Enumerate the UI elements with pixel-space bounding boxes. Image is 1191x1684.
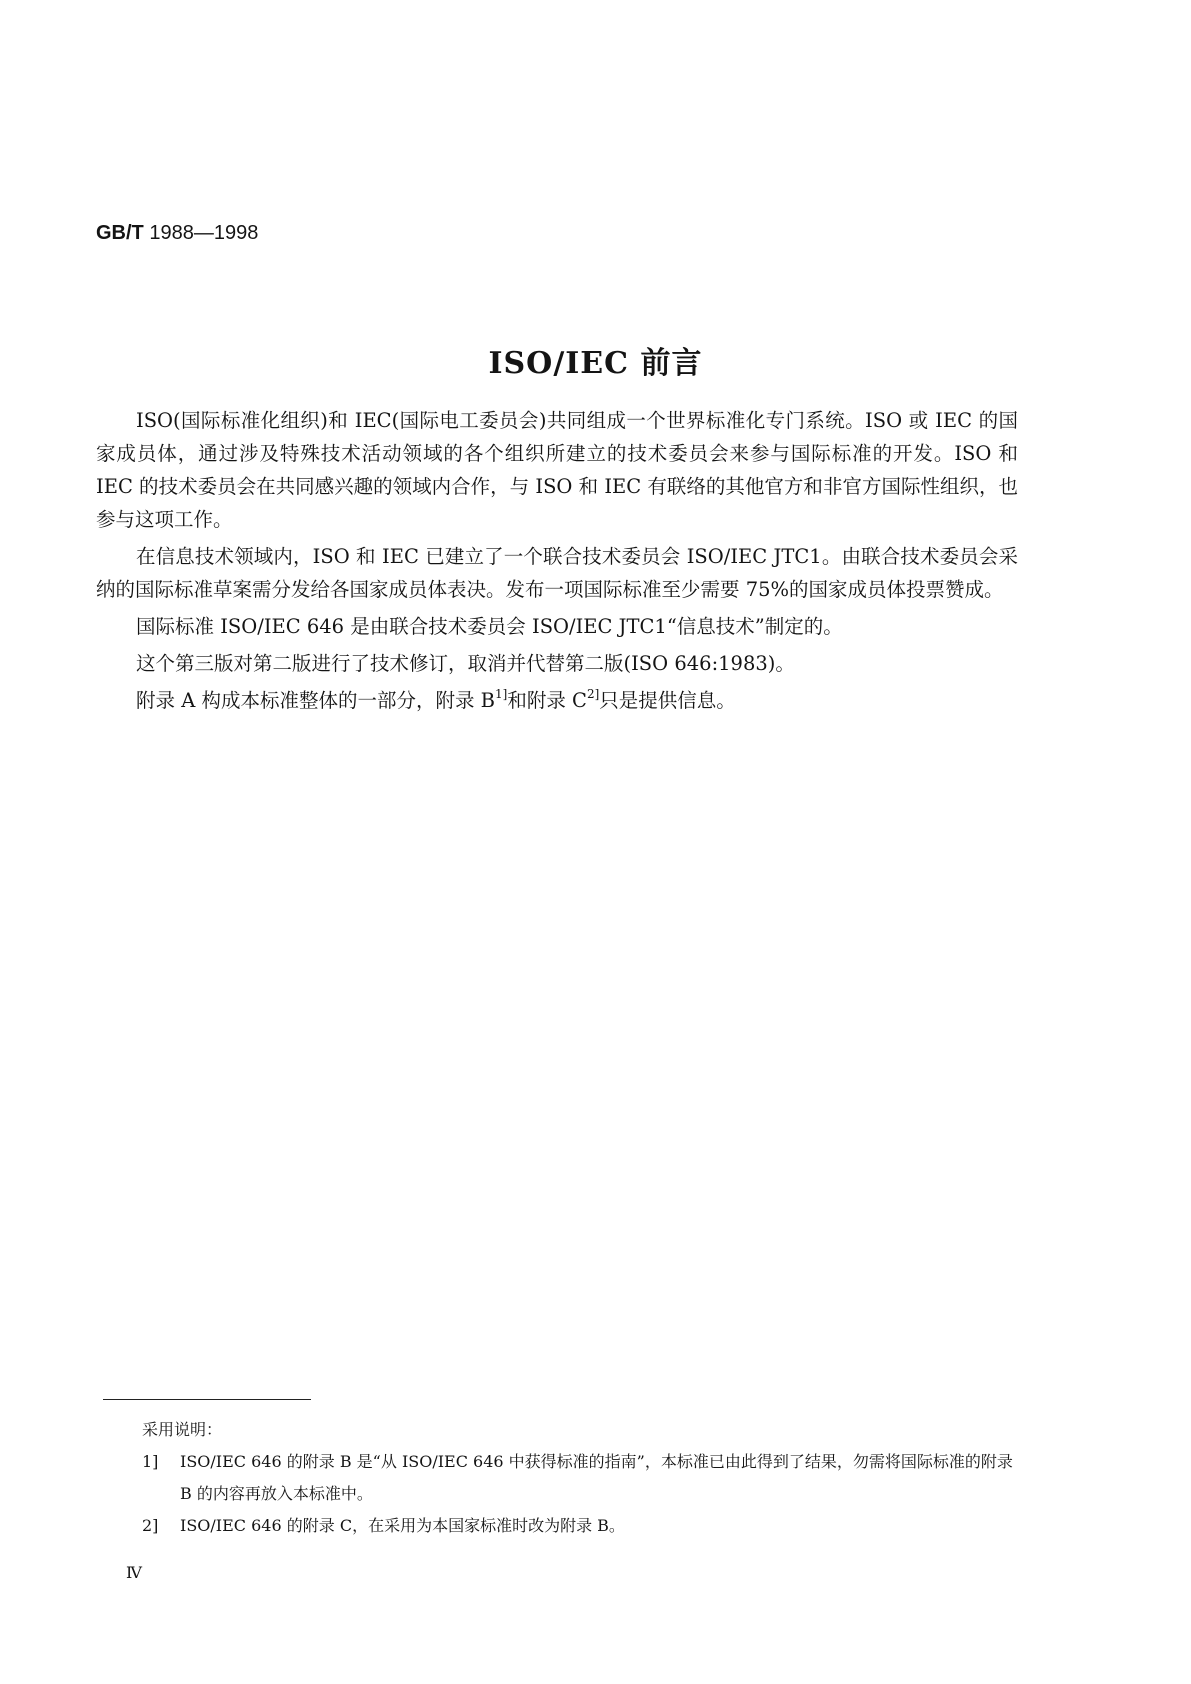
standard-prefix: GB/T: [96, 222, 144, 244]
note-item: [142, 1510, 1022, 1542]
paragraph-1: ISO(国际标准化组织)和 IEC(国际电工委员会)共同组成一个世界标准化专门系统。ISO 或 IEC 的国家成员体，通过涉及特殊技术活动领域的各个组织所建立的技术委员会来参与国际标准的开发。ISO 和 IEC 的技术委员会在共同感兴趣的领域内合作，与 ISO 和 IEC 有联络的其他官方和非官方国际性组织，也参与这项工作。: [96, 409, 1018, 531]
note-number: 2]: [142, 1516, 159, 1535]
adoption-notes: [142, 1414, 1022, 1542]
page-number: Ⅳ: [126, 1563, 142, 1582]
footnote-divider: [103, 1399, 311, 1400]
paragraph-2: 在信息技术领域内，ISO 和 IEC 已建立了一个联合技术委员会 ISO/IEC JTC1。由联合技术委员会采纳的国际标准草案需分发给各国家成员体表决。发布一项国际标准至少需要 75%的国家成员体投票赞成。: [96, 545, 1018, 601]
standard-code: [96, 222, 258, 245]
appendix-text-part3: 只是提供信息。: [599, 689, 736, 712]
page-title: ISO/IEC 前言: [488, 346, 703, 381]
note-number: 1]: [142, 1452, 159, 1471]
note-text: ISO/IEC 646 的附录 B 是“从 ISO/IEC 646 中获得标准的指南”，本标准已由此得到了结果，勿需将国际标准的附录 B 的内容再放入本标准中。: [180, 1452, 1013, 1503]
appendix-text-part1: 附录 A 构成本标准整体的一部分，附录 B: [136, 689, 496, 712]
footnote-ref-1: 1]: [495, 687, 508, 701]
standard-year: 1988—1998: [149, 222, 259, 244]
paragraph-appendix: [96, 684, 1018, 717]
footnote-ref-2: 2]: [586, 687, 600, 701]
note-text: ISO/IEC 646 的附录 C，在采用为本国家标准时改为附录 B。: [180, 1516, 625, 1535]
foreword-body: [96, 404, 1018, 721]
paragraph-4: 这个第三版对第二版进行了技术修订，取消并代替第二版(ISO 646:1983)。: [136, 652, 795, 675]
notes-heading: 采用说明：: [142, 1420, 223, 1439]
note-item: [142, 1446, 1022, 1510]
appendix-text-part2: 和附录 C: [507, 689, 587, 712]
paragraph-3: 国际标准 ISO/IEC 646 是由联合技术委员会 ISO/IEC JTC1“信息技术”制定的。: [136, 615, 843, 638]
